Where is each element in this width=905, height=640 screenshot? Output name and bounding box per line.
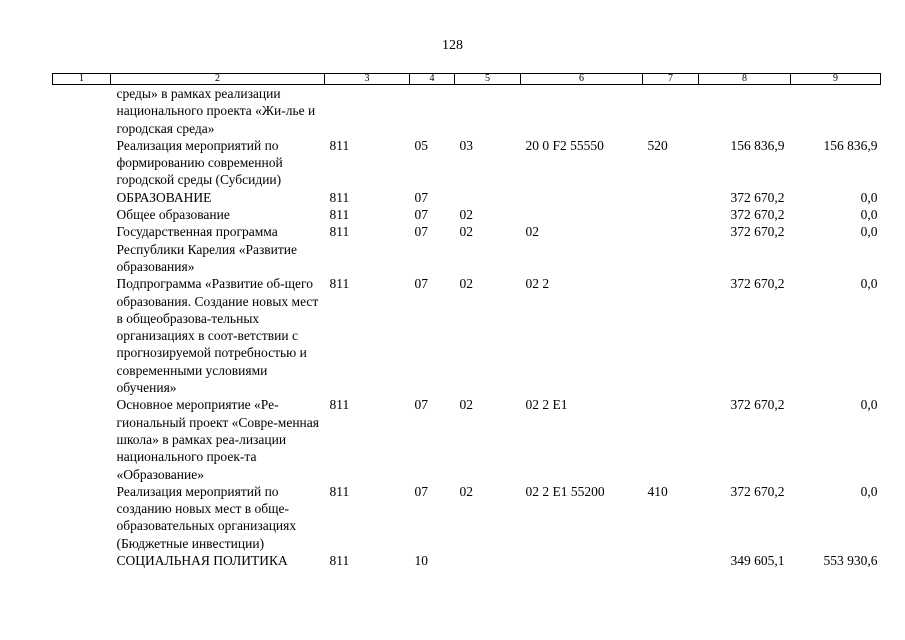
cell-target-article: 02 2 E1 — [525, 397, 568, 413]
cell-expense-type — [643, 552, 699, 569]
cell-ministry: 811 — [329, 137, 350, 153]
column-header-4: 4 — [410, 74, 455, 85]
table-row — [53, 223, 881, 275]
row-name: ОБРАЗОВАНИЕ — [116, 189, 212, 205]
cell-section: 07 — [414, 224, 428, 240]
cell-section: 07 — [414, 189, 428, 205]
cell-amount-1: 372 670,2 — [730, 189, 785, 205]
cell-ministry: 811 — [329, 553, 350, 569]
cell-section: 07 — [414, 276, 428, 292]
cell-target-article: 02 2 E1 55200 — [525, 483, 605, 499]
cell-amount-1 — [699, 85, 791, 137]
cell-target-article — [521, 189, 643, 206]
row-name: Общее образование — [116, 207, 230, 223]
cell-expense-type: 520 — [647, 137, 668, 153]
column-header-2: 2 — [111, 74, 325, 85]
cell-subsection: 02 — [459, 483, 473, 499]
cell-section: 10 — [414, 553, 428, 569]
cell-ministry — [325, 85, 410, 137]
cell-section: 07 — [414, 483, 428, 499]
cell-target-article: 02 — [525, 224, 539, 240]
cell-empty — [53, 275, 111, 396]
column-header-5: 5 — [455, 74, 521, 85]
column-header-1: 1 — [53, 74, 111, 85]
cell-subsection: 02 — [459, 207, 473, 223]
cell-amount-2: 0,0 — [860, 207, 878, 223]
cell-amount-2: 0,0 — [860, 224, 878, 240]
cell-amount-2: 553 930,6 — [823, 553, 878, 569]
cell-amount-2 — [791, 85, 881, 137]
cell-amount-2: 0,0 — [860, 276, 878, 292]
column-header-8: 8 — [699, 74, 791, 85]
cell-amount-2: 156 836,9 — [823, 137, 878, 153]
cell-amount-1: 372 670,2 — [730, 207, 785, 223]
header-row — [53, 74, 881, 85]
table-row — [53, 275, 881, 396]
column-header-3: 3 — [325, 74, 410, 85]
cell-expense-type — [643, 223, 699, 275]
cell-subsection — [455, 552, 521, 569]
cell-amount-2: 0,0 — [860, 189, 878, 205]
cell-amount-1: 372 670,2 — [730, 397, 785, 413]
page-number: 128 — [442, 38, 463, 53]
column-header-6: 6 — [521, 74, 643, 85]
table-row — [53, 189, 881, 206]
cell-amount-2: 0,0 — [860, 397, 878, 413]
cell-expense-type — [643, 206, 699, 223]
table-row — [53, 552, 881, 569]
row-name: СОЦИАЛЬНАЯ ПОЛИТИКА — [116, 553, 288, 569]
cell-amount-1: 372 670,2 — [730, 224, 785, 240]
cell-amount-2: 0,0 — [860, 483, 878, 499]
cell-empty — [53, 85, 111, 137]
row-name: среды» в рамках реализации национального проекта «Жи-лье и городская среда» — [116, 86, 316, 136]
table-row — [53, 137, 881, 189]
cell-empty — [53, 137, 111, 189]
cell-empty — [53, 223, 111, 275]
cell-amount-1: 156 836,9 — [730, 137, 785, 153]
cell-target-article — [521, 552, 643, 569]
cell-subsection: 03 — [459, 137, 473, 153]
column-header-9: 9 — [791, 74, 881, 85]
cell-ministry: 811 — [329, 189, 350, 205]
cell-section — [410, 85, 455, 137]
cell-expense-type — [643, 275, 699, 396]
cell-amount-1: 372 670,2 — [730, 483, 785, 499]
table-row — [53, 206, 881, 223]
cell-empty — [53, 483, 111, 552]
cell-subsection — [455, 85, 521, 137]
cell-expense-type: 410 — [647, 483, 668, 499]
row-name: Основное мероприятие «Ре-гиональный проект «Совре-менная школа» в рамках реа-лизации национального проек-та «Образование» — [116, 397, 319, 482]
cell-target-article — [521, 85, 643, 137]
cell-section: 07 — [414, 207, 428, 223]
cell-expense-type — [643, 189, 699, 206]
cell-empty — [53, 189, 111, 206]
table-row — [53, 396, 881, 482]
row-name: Государственная программа Республики Карелия «Развитие образования» — [116, 224, 298, 274]
cell-empty — [53, 206, 111, 223]
cell-subsection: 02 — [459, 397, 473, 413]
cell-subsection: 02 — [459, 224, 473, 240]
column-header-7: 7 — [643, 74, 699, 85]
cell-expense-type — [643, 85, 699, 137]
cell-ministry: 811 — [329, 207, 350, 223]
cell-empty — [53, 552, 111, 569]
cell-subsection — [455, 189, 521, 206]
cell-amount-1: 349 605,1 — [730, 553, 785, 569]
row-name: Реализация мероприятий по формированию современной городской среды (Субсидии) — [116, 137, 283, 188]
row-name: Подпрограмма «Развитие об-щего образования. Создание новых мест в общеобразова-тельных организациях в соот-ветствии с прогнозируемой потребностью и современными условиями обучения» — [116, 276, 319, 396]
cell-empty — [53, 396, 111, 482]
cell-section: 07 — [414, 397, 428, 413]
cell-ministry: 811 — [329, 276, 350, 292]
cell-ministry: 811 — [329, 397, 350, 413]
cell-target-article: 02 2 — [525, 276, 550, 292]
row-name: Реализация мероприятий по созданию новых мест в обще-образовательных организациях (Бюджетные инвестиции) — [116, 483, 297, 551]
table-row — [53, 483, 881, 552]
cell-target-article — [521, 206, 643, 223]
budget-table — [52, 73, 881, 569]
cell-section: 05 — [414, 137, 428, 153]
cell-ministry: 811 — [329, 483, 350, 499]
cell-subsection: 02 — [459, 276, 473, 292]
cell-target-article: 20 0 F2 55550 — [525, 137, 604, 153]
cell-expense-type — [643, 396, 699, 482]
table-row — [53, 85, 881, 137]
cell-ministry: 811 — [329, 224, 350, 240]
cell-amount-1: 372 670,2 — [730, 276, 785, 292]
